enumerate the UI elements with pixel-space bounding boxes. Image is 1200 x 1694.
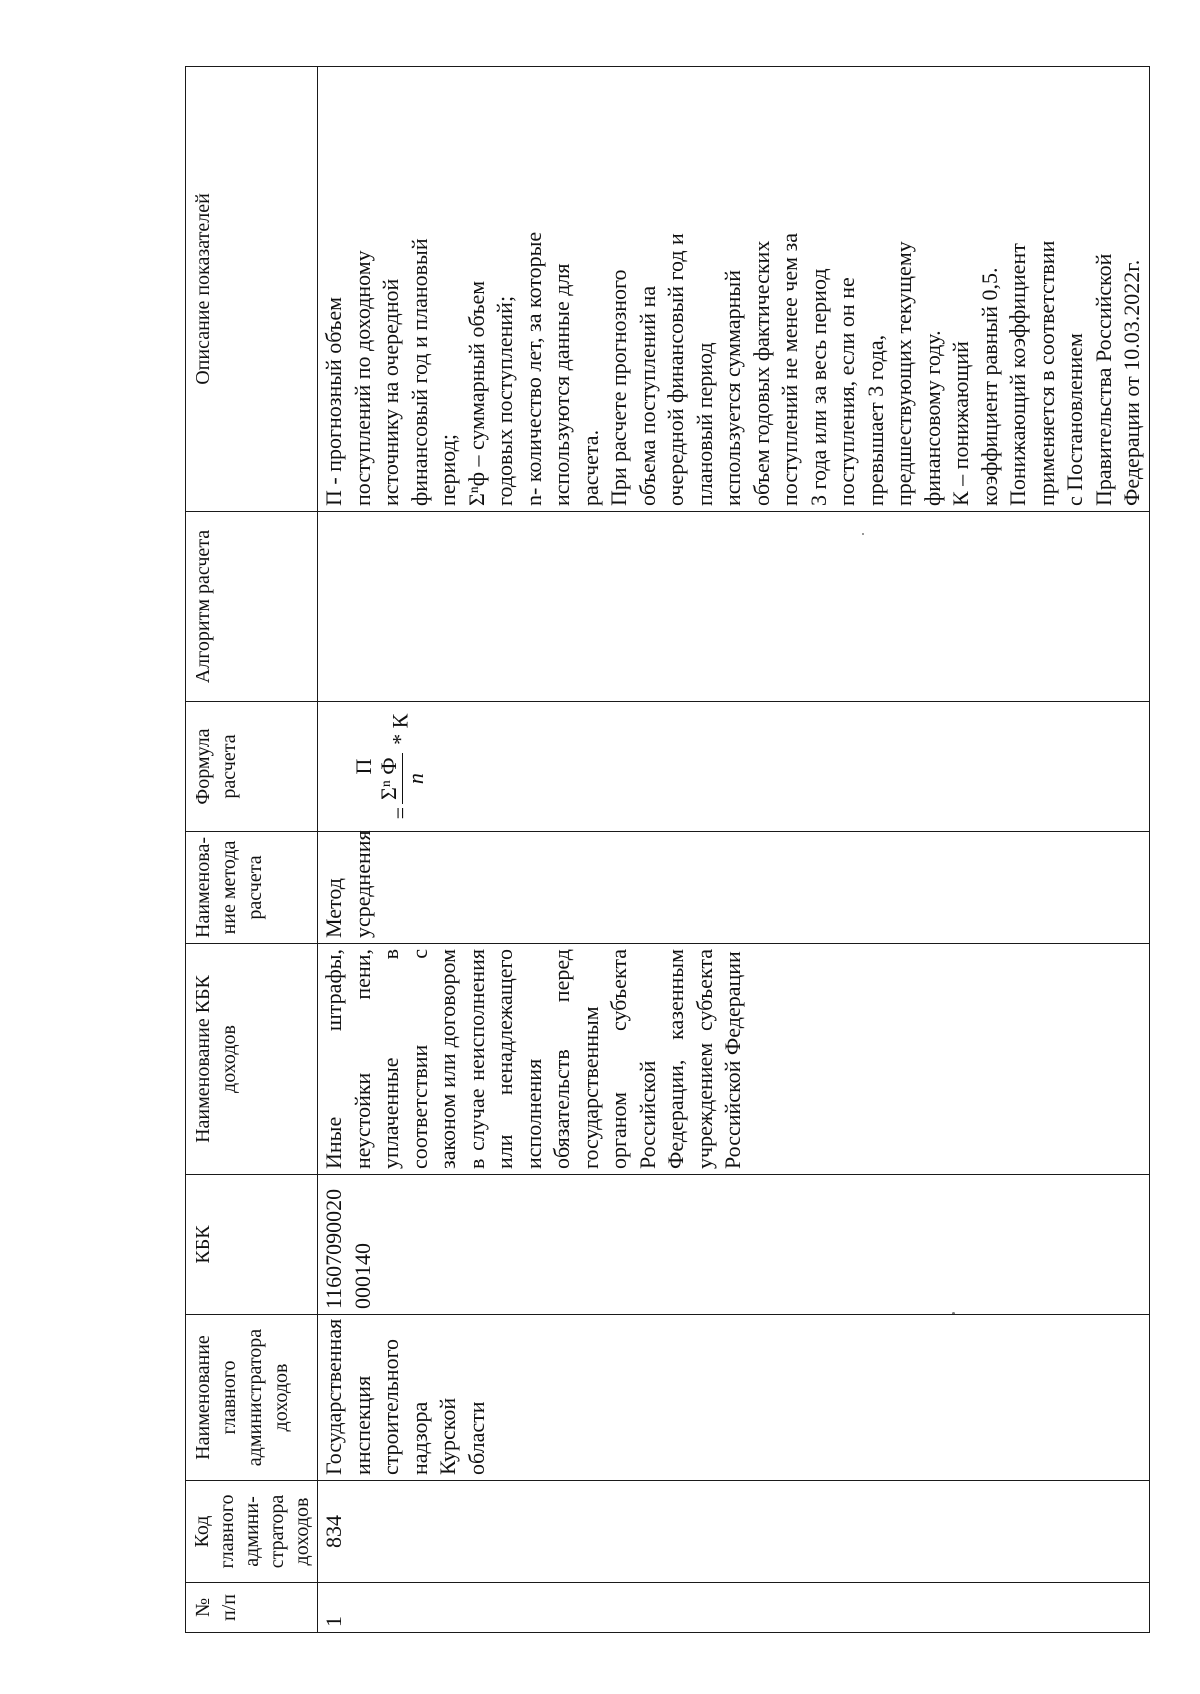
- cell-admin-name: Государственная инспекция строительного надзора Курской области: [318, 1315, 1150, 1481]
- table-row: [318, 67, 1150, 1633]
- cell-description: [318, 67, 1150, 512]
- header-admin-code: Код главного админи-стратора доходов: [186, 1481, 318, 1583]
- description-line: финансовому году.: [919, 330, 945, 506]
- formula-result-symbol: П: [351, 758, 376, 775]
- description-line: с Постановлением: [1062, 333, 1087, 506]
- description-line: применяется в соответствии: [1033, 240, 1059, 506]
- formula-equals: =: [387, 806, 413, 820]
- description-line: n- количество лет, за которые: [520, 231, 546, 506]
- header-algorithm: Алгоритм расчета: [186, 512, 318, 702]
- cell-algorithm: [318, 512, 1150, 702]
- description-line: финансовый год и плановый: [406, 238, 432, 506]
- description-line: годовых поступлений;: [492, 295, 517, 506]
- description-line: используется суммарный: [720, 270, 745, 506]
- description-line: поступления, если он не: [834, 277, 859, 506]
- cell-num: 1: [318, 1583, 1150, 1633]
- table-header-row: [186, 67, 318, 1633]
- description-line: расчета.: [577, 429, 603, 506]
- description-line: 3 года или за весь период: [805, 268, 831, 506]
- description-line: плановый период: [691, 342, 717, 506]
- formula-denominator: n: [403, 773, 428, 785]
- description-line: период;: [435, 434, 460, 506]
- description-line: Σⁿф – суммарный объем: [463, 280, 489, 506]
- description-line: Понижающий коэффициент: [1005, 243, 1030, 506]
- formula: [320, 707, 429, 826]
- description-line: очередной финансовый год и: [663, 233, 688, 506]
- description-line: превышает 3 года,: [862, 334, 888, 506]
- description-line: предшествующих текущему: [891, 241, 916, 506]
- description-line: коэффициент равный 0,5.: [976, 267, 1002, 506]
- header-num: № п/п: [186, 1583, 318, 1633]
- formula-multiplier: * К: [387, 713, 413, 751]
- description-line: П - прогнозный объем: [321, 296, 346, 506]
- description-line: поступлений по доходному: [349, 250, 375, 506]
- header-description: Описание показателей: [186, 67, 318, 512]
- formula-numerator: Σⁿ Ф: [376, 753, 403, 804]
- description-line: объем годовых фактических: [748, 240, 774, 506]
- cell-formula: [318, 702, 1150, 832]
- header-kbk-name: Наименование КБК доходов: [186, 944, 318, 1175]
- header-method: Наименова-ние метода расчета: [186, 832, 318, 944]
- header-formula: Формула расчета: [186, 702, 318, 832]
- cell-kbk: 11607090020000140: [318, 1175, 1150, 1315]
- description-line: поступлений не менее чем за: [777, 233, 802, 506]
- header-kbk: КБК: [186, 1175, 318, 1315]
- revenue-forecast-table: [185, 66, 1150, 1633]
- formula-fraction: [376, 753, 429, 804]
- header-admin-name: Наименование главного администратора доходов: [186, 1315, 318, 1481]
- cell-admin-code: 834: [318, 1481, 1150, 1583]
- cell-method: Метод усреднения: [318, 832, 1150, 944]
- description-line: используются данные для: [549, 263, 574, 506]
- description-line: источнику на очередной: [378, 278, 403, 506]
- cell-kbk-name: Иные штрафы, неустойки пени, уплаченные в соответствии с законом или договором в случае неисполнения или ненадлежащего исполнения обязательств перед государственным органом субъекта Российской Федерации, казенным учреждением субъекта Российской Федерации: [318, 944, 1150, 1175]
- description-line: Федерации от 10.03.2022г.: [1119, 259, 1144, 506]
- description-line: При расчете прогнозного: [606, 269, 631, 506]
- description-line: К – понижающий: [948, 341, 973, 506]
- description-line: Правительства Российской: [1090, 253, 1116, 506]
- description-line: объема поступлений на: [634, 285, 660, 506]
- rotated-table-wrapper: [185, 67, 1150, 1633]
